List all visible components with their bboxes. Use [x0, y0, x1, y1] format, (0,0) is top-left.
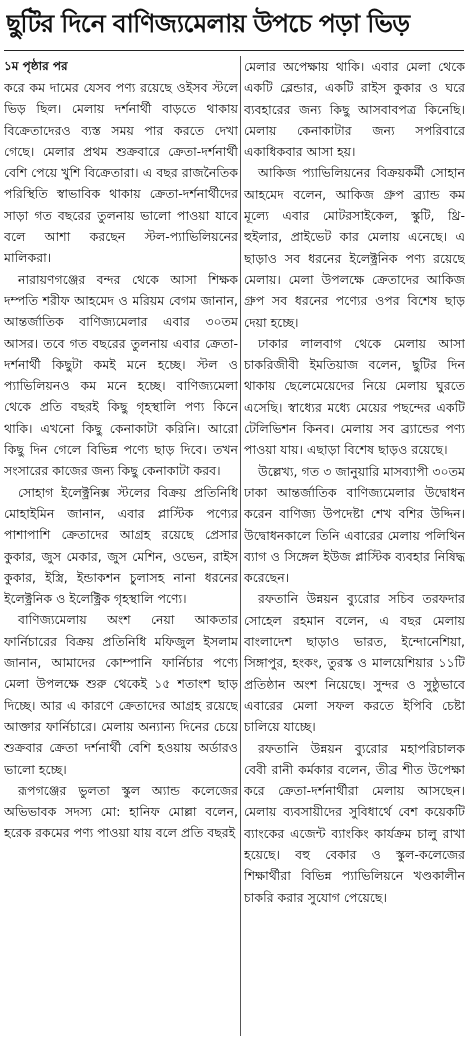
column-divider: [240, 56, 241, 1036]
paragraph: নারায়ণগঞ্জের বন্দর থেকে আসা শিক্ষক দম্পতি শরীফ আহমেদ ও মরিয়ম বেগম জানান, আন্তর্জাতিক বাণিজ্যমেলার এবার ৩০তম আসর। তবে গত বছরের তুলনায় এবার ক্রেতা-দর্শনার্থী কিছুটা কমই মনে হচ্ছে। স্টল ও প্যাভিলিয়নও কম মনে হচ্ছে। বাণিজ্যমেলা থেকে প্রতি বছরই কিছু গৃহস্থালি পণ্য কিনে থাকি। এখনো কিছু কেনাকাটা করিনি। আরো কিছু দিন গেলে বিভিন্ন পণ্যে ছাড় দিবে। তখন সংসারের কাজের জন্য কিছু কেনাকাটা করব।: [4, 271, 238, 479]
paragraph: করে কম দামের যেসব পণ্য রয়েছে ওইসব স্টলে ভিড় ছিল। মেলায় দর্শনার্থী বাড়তে থাকায় বিক্রেতাদেরও ব্যস্ত সময় পার করতে দেখা গেছে। মেলার প্রথম শুক্রবারে ক্রেতা-দর্শনার্থী বেশি পেয়ে খুশি বিক্রেতারা। এ বছর রাজনৈতিক পরিস্থিতি স্বাভাবিক থাকায় ক্রেতা-দর্শনার্থীদের সাড়া গত বছরের তুলনায় ভালো পাওয়া যাবে বলে আশা করছেন স্টল-প্যাভিলিয়নের মালিকরা।: [4, 80, 238, 266]
paragraph: বাণিজ্যমেলায় অংশ নেয়া আকতার ফার্নিচারের বিক্রয় প্রতিনিধি মফিজুল ইসলাম জানান, আমাদের কোম্পানি ফার্নিচার পণ্যে মেলা উপলক্ষে শুরু থেকেই ১৫ শতাংশ ছাড় দিচ্ছে। আর এ কারণে ক্রেতাদের আগ্রহ রয়েছে আক্তার ফার্নিচারে। মেলায় অন্যান্য দিনের চেয়ে শুক্রবার ক্রেতা দর্শনার্থী বেশি হওয়ায় অর্ডারও ভালো হচ্ছে।: [4, 612, 238, 777]
paragraph: ঢাকার লালবাগ থেকে মেলায় আসা চাকরিজীবী ইমতিয়াজ বলেন, ছুটির দিন থাকায় ছেলেমেয়েদের নিয়ে মেলায় ঘুরতে এসেছি। স্বাধ্যের মধ্যে মেয়ের পছন্দের একটি টেলিভিশন কিনব। মেলায় সব ব্র্যান্ডের পণ্য পাওয়া যায়। এছাড়া বিশেষ ছাড়ও রয়েছে।: [244, 335, 465, 458]
headline-rule: [4, 50, 464, 51]
paragraph: রূপগঞ্জের ভুলতা স্কুল অ্যান্ড কলেজের অভিভাবক সদস্য মো: হানিফ মোল্লা বলেন, হরেক রকমের পণ্য পাওয়া যায় বলে প্রতি বছরই: [4, 782, 238, 841]
paragraph: উল্লেখ্য, গত ৩ জানুয়ারি মাসব্যাপী ৩০তম ঢাকা আন্তর্জাতিক বাণিজ্যমেলার উদ্বোধন করেন বাণিজ্য উপদেষ্টা শেখ বশির উদ্দিন। উদ্বোধনকালে তিনি এবারের মেলায় পলিথিন ব্যাগ ও সিঙ্গেল ইউজ প্লাস্টিক ব্যবহার নিষিদ্ধ করেছেন।: [244, 463, 465, 586]
headline: ছুটির দিনে বাণিজ্যমেলায় উপচে পড়া ভিড়: [6, 9, 410, 38]
paragraph: সোহাগ ইলেক্ট্রনিক্স স্টলের বিক্রয় প্রতিনিধি মোহাইমিন জানান, এবার প্লাস্টিক পণ্যের পাশাপাশি ক্রেতাদের আগ্রহ রয়েছে প্রেসার কুকার, জুস মেকার, জুস মেশিন, ওভেন, রাইস কুকার, ইস্ত্রি, ইন্ডাকশন চুলাসহ নানা ধরনের ইলেক্ট্রনিক ও ইলেক্ট্রিক গৃহস্থালি পণ্যে।: [4, 484, 238, 607]
continued-from-label: ১ম পৃষ্ঠার পর: [4, 59, 68, 73]
paragraph: রফতানি উন্নয়ন ব্যুরোর সচিব তরফদার সোহেল রহমান বলেন, এ বছর মেলায় বাংলাদেশ ছাড়াও ভারত, ইন্দোনেশিয়া, সিঙ্গাপুর, হংকং, তুরস্ক ও মালয়েশিয়ার ১১টি প্রতিষ্ঠান অংশ নিয়েছে। সুন্দর ও সুষ্ঠুভাবে এবারের মেলা সফল করতে ইপিবি চেষ্টা চালিয়ে যাচ্ছে।: [244, 591, 465, 735]
paragraph: রফতানি উন্নয়ন ব্যুরোর মহাপরিচালক বেবী রানী কর্মকার বলেন, তীব্র শীত উপেক্ষা করে ক্রেতা-দর্শনার্থীরা মেলায় আসছেন। মেলায় ব্যবসায়ীদের সুবিধার্থে বেশ কয়েকটি ব্যাংকের এজেন্ট ব্যাংকিং কার্যক্রম চালু রাখা হয়েছে। বহু বেকার ও স্কুল-কলেজের শিক্ষার্থীরা বিভিন্ন প্যাভিলিয়নে খণ্ডকালীন চাকরি করার সুযোগ পেয়েছে।: [244, 740, 465, 905]
left-column: [4, 56, 238, 1038]
paragraph: মেলার অপেক্ষায় থাকি। এবার মেলা থেকে একটি ব্লেন্ডার, একটি রাইস কুকার ও ঘরে ব্যবহারের জন্য কিছু আসবাবপত্র কিনেছি। মেলায় কেনাকাটার জন্য সপরিবারে একাধিকবার আসা হয়।: [244, 59, 465, 160]
right-column: [244, 56, 465, 1038]
paragraph: আকিজ প্যাভিলিয়নের বিক্রয়কর্মী সোহান আহমেদ বলেন, আকিজ গ্রুপ ব্র্যান্ড কম মূল্যে এবার মোটরসাইকেল, স্কুটি, থ্রি-হুইলার, প্রাইভেট কার মেলায় এনেছে। এ ছাড়াও সব ধরনের ইলেক্ট্রনিক পণ্য রয়েছে মেলায়। মেলা উপলক্ষে ক্রেতাদের আকিজ গ্রুপ সব ধরনের পণ্যের ওপর বিশেষ ছাড় দেয়া হচ্ছে।: [244, 165, 465, 330]
